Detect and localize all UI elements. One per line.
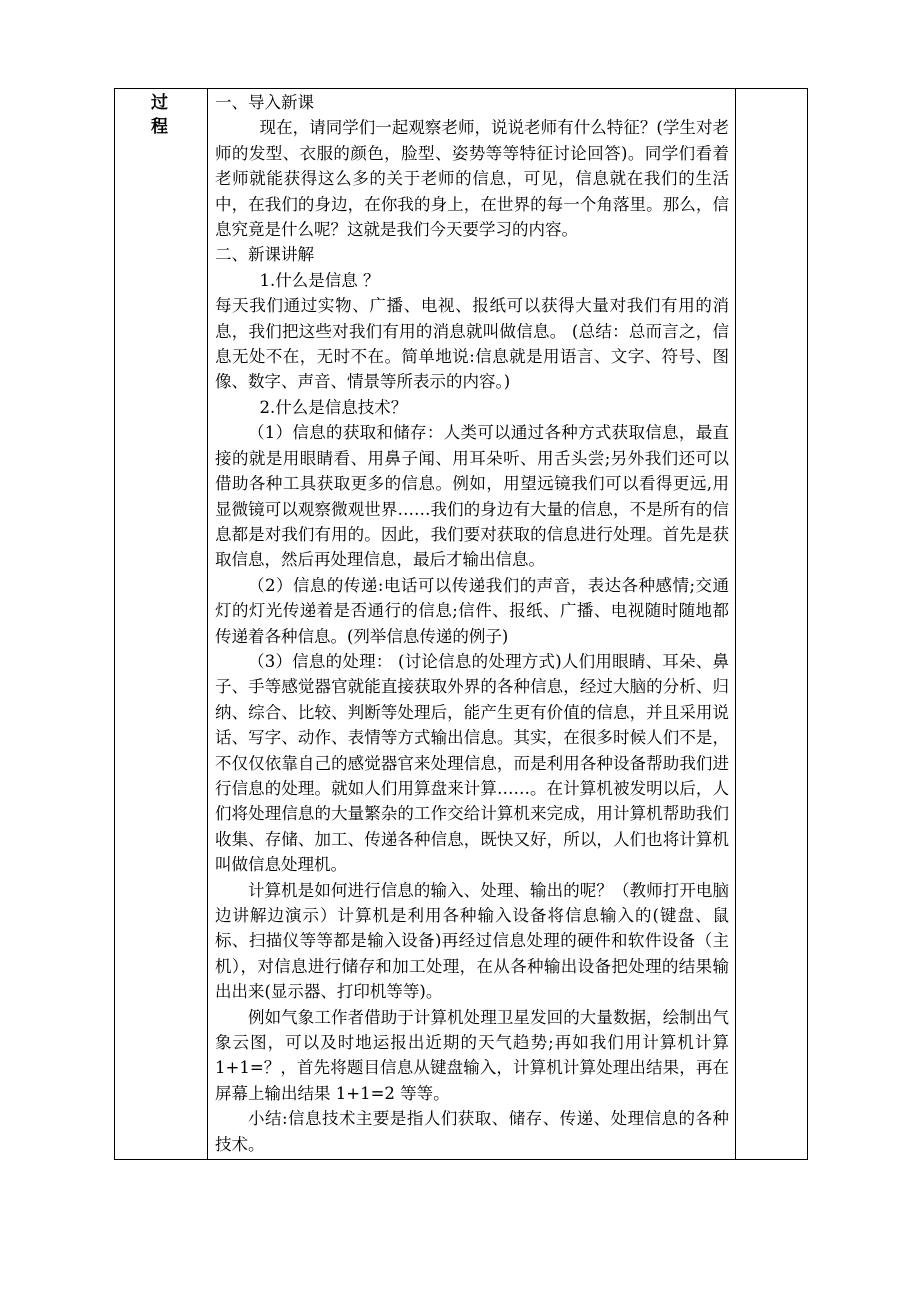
- section-heading-intro: 一、导入新课: [215, 93, 314, 112]
- notes-cell: [736, 89, 808, 1160]
- row-label-char: 过: [151, 93, 168, 113]
- computer-io-paragraph: 计算机是如何进行信息的输入、处理、输出的呢？（教师打开电脑边讲解边演示）计算机是利用各种输入设备将信息输入的(键盘、鼠标、扫描仪等等都是输入设备)再经过信息处理的硬件和软件设备（主机），对信息进行储存和加工处理，在从各种输出设备把处理的结果输出出来(显示器、打印机等等)。: [215, 880, 729, 1002]
- summary-paragraph: 小结:信息技术主要是指人们获取、储存、传递、处理信息的各种技术。: [215, 1109, 729, 1154]
- processing-paragraph: （3）信息的处理： (讨论信息的处理方式)人们用眼睛、耳朵、鼻子、手等感觉器官就能直接获取外界的各种信息，经过大脑的分析、归纳、综合、比较、判断等处理后，能产生更有价值的信息，并且采用说话、写字、动作、表情等方式输出信息。其实，在很多时候人们不是，不仅仅依靠自己的感觉器官来处理信息，而是利用各种设备帮助我们进行信息的处理。就如人们用算盘来计算……。在计算机被发明以后，人们将处理信息的大量繁杂的工作交给计算机来完成，用计算机帮助我们收集、存储、加工、传递各种信息，既快又好，所以，人们也将计算机叫做信息处理机。: [215, 651, 729, 875]
- row-label-cell: [115, 89, 208, 1160]
- question-what-is-it: 2.什么是信息技术？: [259, 397, 408, 417]
- lesson-content: [208, 89, 735, 1159]
- row-label: [151, 91, 171, 139]
- information-definition-paragraph: 每天我们通过实物、广播、电视、报纸可以获得大量对我们有用的消息，我们把这些对我们有用的消息就叫做信息。 (总结：总而言之，信息无处不在，无时不在。简单地说:信息就是用语言、文字、符号、图像、数字、声音、情景等所表示的内容。): [215, 296, 729, 392]
- intro-paragraph: 现在，请同学们一起观察老师，说说老师有什么特征？(学生对老师的发型、衣服的颜色，脸型、姿势等等特征讨论回答)。同学们看着老师就能获得这么多的关于老师的信息，可见，信息就在我们的生活中，在我们的身边，在你我的身上，在世界的每一个角落里。那么，信息究竟是什么呢？这就是我们今天要学习的内容。: [215, 118, 729, 240]
- weather-example-paragraph: 例如气象工作者借助于计算机处理卫星发回的大量数据，绘制出气象云图，可以及时地运报出近期的天气趋势;再如我们用计算机计算 1+1=？，首先将题目信息从键盘输入，计算机计算处理出结果，再在屏幕上输出结果 1+1=2 等等。: [215, 1007, 729, 1103]
- row-label-char: 程: [151, 117, 168, 137]
- acquisition-storage-paragraph: （1）信息的获取和储存：人类可以通过各种方式获取信息，最直接的就是用眼睛看、用鼻子闻、用耳朵听、用舌头尝;另外我们还可以借助各种工具获取更多的信息。例如，用望远镜我们可以看得更远,用显微镜可以观察微观世界……我们的身边有大量的信息，不是所有的信息都是对我们有用的。因此，我们要对获取的信息进行处理。首先是获取信息，然后再处理信息，最后才输出信息。: [215, 423, 729, 570]
- process-row: [115, 89, 808, 1160]
- transmission-paragraph: （2）信息的传递:电话可以传递我们的声音，表达各种感情;交通灯的灯光传递着是否通行的信息;信件、报纸、广播、电视随时随地都传递着各种信息。(列举信息传递的例子): [215, 575, 729, 646]
- lesson-plan-table: [114, 88, 808, 1160]
- lesson-content-cell: [208, 89, 736, 1160]
- section-heading-new-lesson: 二、新课讲解: [215, 245, 314, 265]
- question-what-is-information: 1.什么是信息 ？: [259, 270, 380, 290]
